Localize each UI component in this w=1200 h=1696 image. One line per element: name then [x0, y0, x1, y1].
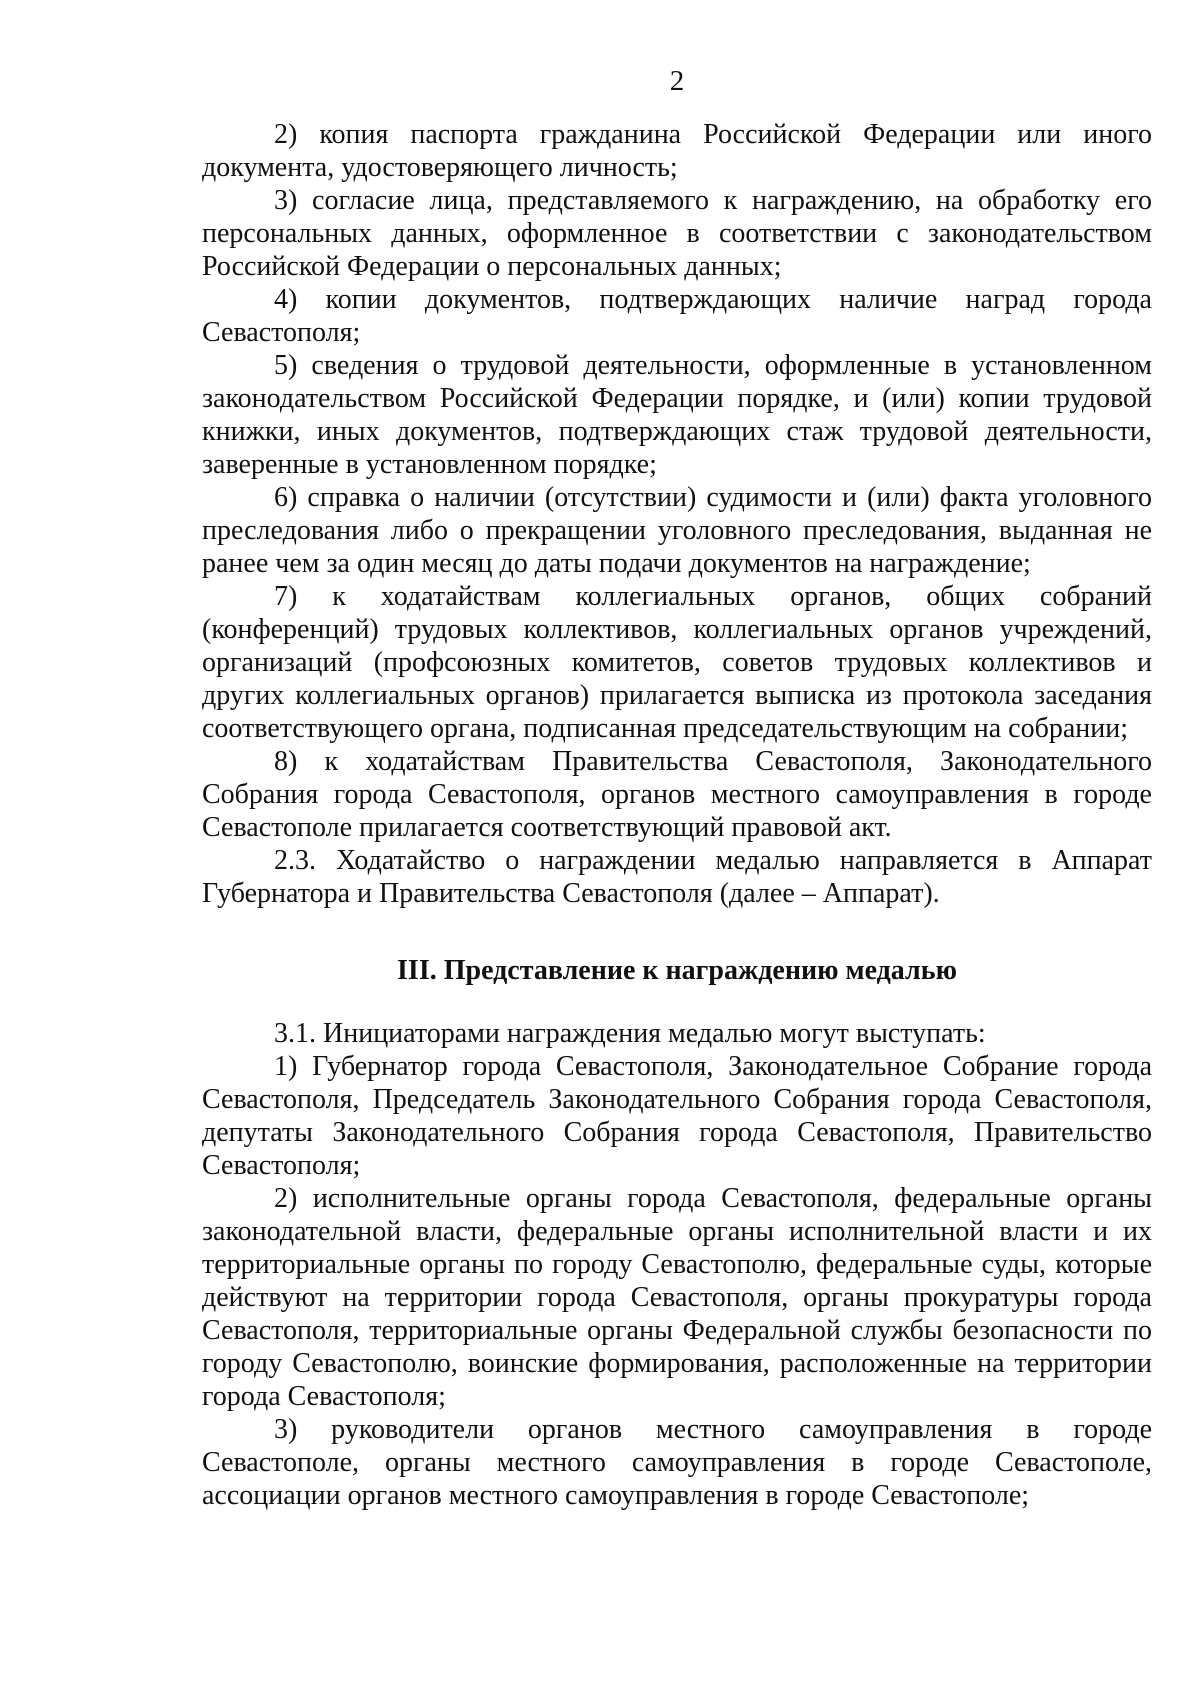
section-heading: III. Представление к награждению медалью [397, 955, 957, 986]
list-item-executive-initiators: 2) исполнительные органы города Севастополя, федеральные органы законодательной власти, федеральные органы исполнительной власти и их территориальные органы по городу Севастополю, федеральные суды, которые действуют на территории города Севастополя, органы прокуратуры города Севастополя, территориальные органы Федеральной службы безопасности по городу Севастополю, воинские формирования, расположенные на территории города Севастополя; [202, 1183, 1152, 1412]
document-page [202, 56, 1152, 1512]
list-item-governor-initiators: 1) Губернатор города Севастополя, Законодательное Собрание города Севастополя, Председатель Законодательного Собрания города Севастополя, депутаты Законодательного Собрания города Севастополя, Правительство Севастополя; [202, 1051, 1152, 1181]
list-item-work-history: 5) сведения о трудовой деятельности, оформленные в установленном законодательством Российской Федерации порядке, и (или) копии трудовой книжки, иных документов, подтверждающих стаж трудовой деятельности, заверенные в установленном порядке; [202, 350, 1152, 480]
page-number: 2 [669, 65, 685, 97]
clause-2-3: 2.3. Ходатайство о награждении медалью направляется в Аппарат Губернатора и Правительства Севастополя (далее – Аппарат). [202, 845, 1152, 909]
list-item-personal-data-consent: 3) согласие лица, представляемого к награждению, на обработку его персональных данных, оформленное в соответствии с законодательством Российской Федерации о персональных данных; [202, 185, 1152, 282]
list-item-local-government-initiators: 3) руководители органов местного самоуправления в городе Севастополе, органы местного самоуправления в городе Севастополе, ассоциации органов местного самоуправления в городе Севастополе; [202, 1414, 1152, 1511]
list-item-criminal-record-certificate: 6) справка о наличии (отсутствии) судимости и (или) факта уголовного преследования либо о прекращении уголовного преследования, выданная не ранее чем за один месяц до даты подачи документов на награждение; [202, 482, 1152, 579]
list-item-passport-copy: 2) копия паспорта гражданина Российской Федерации или иного документа, удостоверяющего личность; [202, 119, 1152, 183]
clause-3-1: 3.1. Инициаторами награждения медалью могут выступать: [274, 1018, 986, 1049]
list-item-collegial-bodies-protocol: 7) к ходатайствам коллегиальных органов, общих собраний (конференций) трудовых коллективов, коллегиальных органов учреждений, организаций (профсоюзных комитетов, советов трудовых коллективов и других коллегиальных органов) прилагается выписка из протокола заседания соответствующего органа, подписанная председательствующим на собрании; [202, 581, 1152, 744]
list-item-legal-act: 8) к ходатайствам Правительства Севастополя, Законодательного Собрания города Севастополя, органов местного самоуправления в городе Севастополе прилагается соответствующий правовой акт. [202, 746, 1152, 843]
list-item-awards-copies: 4) копии документов, подтверждающих наличие наград города Севастополя; [202, 284, 1152, 348]
